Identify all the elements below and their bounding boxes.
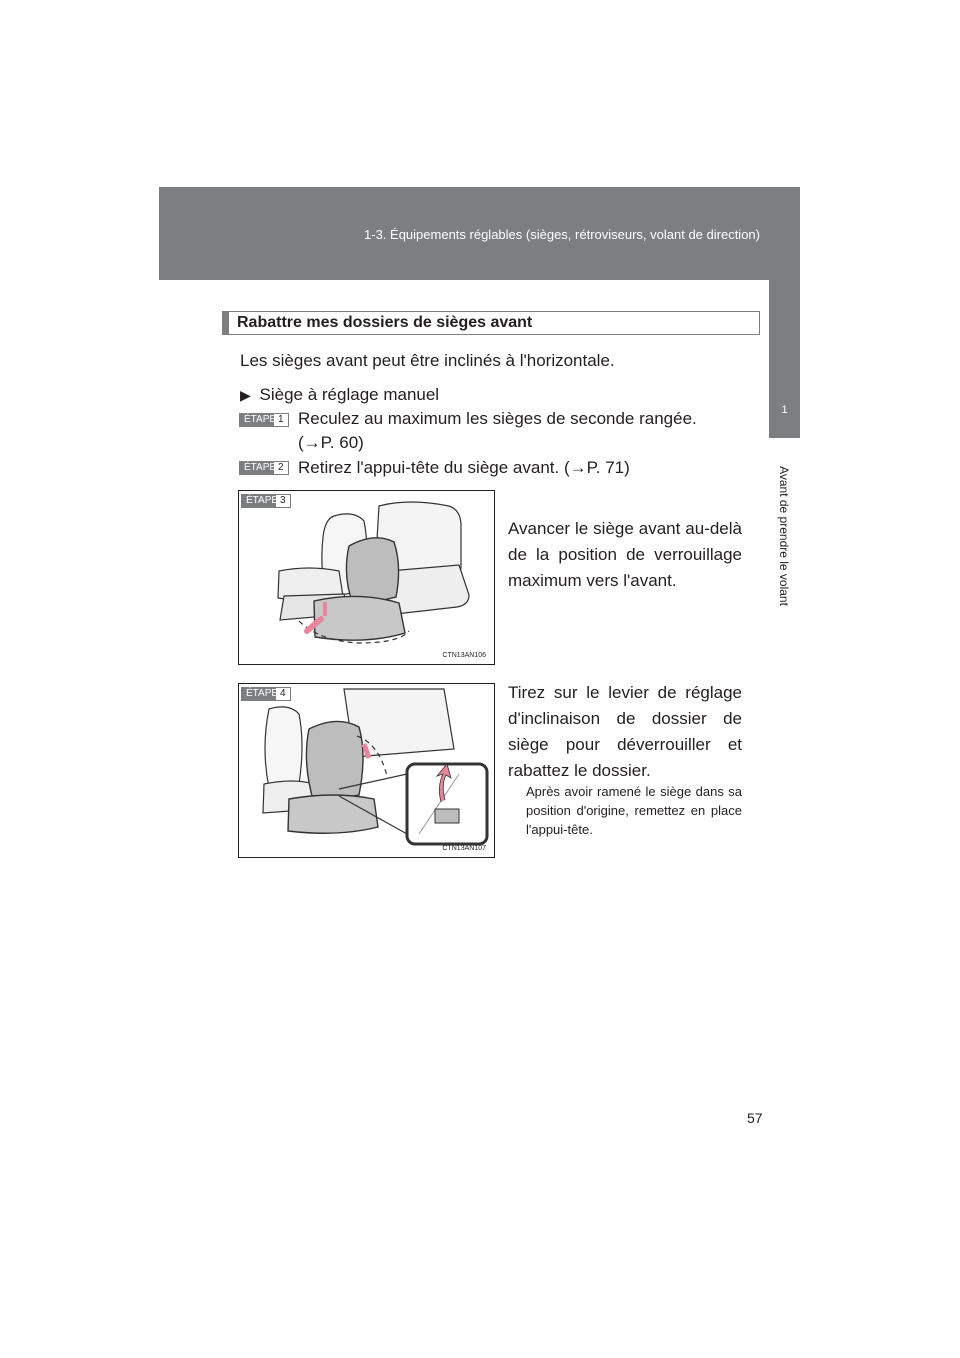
step-word: ÉTAPE: [240, 462, 274, 474]
section-title-bar: [223, 312, 229, 334]
step-3-text: Avancer le siège avant au-delà de la position de verrouillage maximum vers l'avant.: [508, 519, 742, 590]
subsection-label: Siège à réglage manuel: [259, 385, 440, 404]
page-number: 57: [747, 1110, 763, 1126]
figure-code: CTN13AN106: [442, 652, 486, 659]
figure-step-3: [238, 490, 495, 665]
chapter-tab-number: 1: [781, 404, 788, 416]
chapter-side-label-text: Avant de prendre le volant: [777, 466, 791, 606]
step-word: ÉTAPE: [242, 688, 276, 700]
step-badge-1: [239, 413, 289, 427]
bullet-arrow-icon: ▶: [240, 387, 251, 403]
step-number: 3: [280, 495, 286, 506]
subsection-heading: [240, 385, 439, 405]
seat-recline-illustration: [239, 684, 495, 858]
step-badge-2: [239, 461, 289, 475]
figure-step-4: [238, 683, 495, 858]
section-title-box: [222, 311, 760, 335]
step-1-ref: (→P. 60): [298, 433, 364, 452]
step-4-note: Après avoir ramené le siège dans sa position d'origine, remettez en place l'appui-tête.: [526, 784, 742, 837]
section-title: Rabattre mes dossiers de sièges avant: [237, 314, 533, 331]
step-2-text: Retirez l'appui-tête du siège avant. (→P. 71): [298, 458, 630, 477]
step-number: 2: [278, 462, 284, 473]
seat-slide-illustration: [239, 491, 495, 665]
step-word: ÉTAPE: [242, 495, 276, 507]
step-word: ÉTAPE: [240, 414, 274, 426]
step-number: 4: [280, 688, 286, 699]
intro-text: Les sièges avant peut être inclinés à l'horizontale.: [240, 351, 615, 370]
figure-code: CTN13AN107: [442, 845, 486, 852]
chapter-header: [159, 187, 800, 280]
step-1-text: Reculez au maximum les sièges de seconde rangée.: [298, 409, 697, 428]
chapter-side-label: [768, 448, 800, 628]
step-number: 1: [278, 414, 284, 425]
chapter-tab: [769, 280, 800, 438]
chapter-title: 1-3. Équipements réglables (sièges, rétroviseurs, volant de direction): [364, 227, 760, 242]
step-4-text: Tirez sur le levier de réglage d'inclinaison de dossier de siège pour déverrouiller et rabattez le dossier.: [508, 683, 742, 780]
